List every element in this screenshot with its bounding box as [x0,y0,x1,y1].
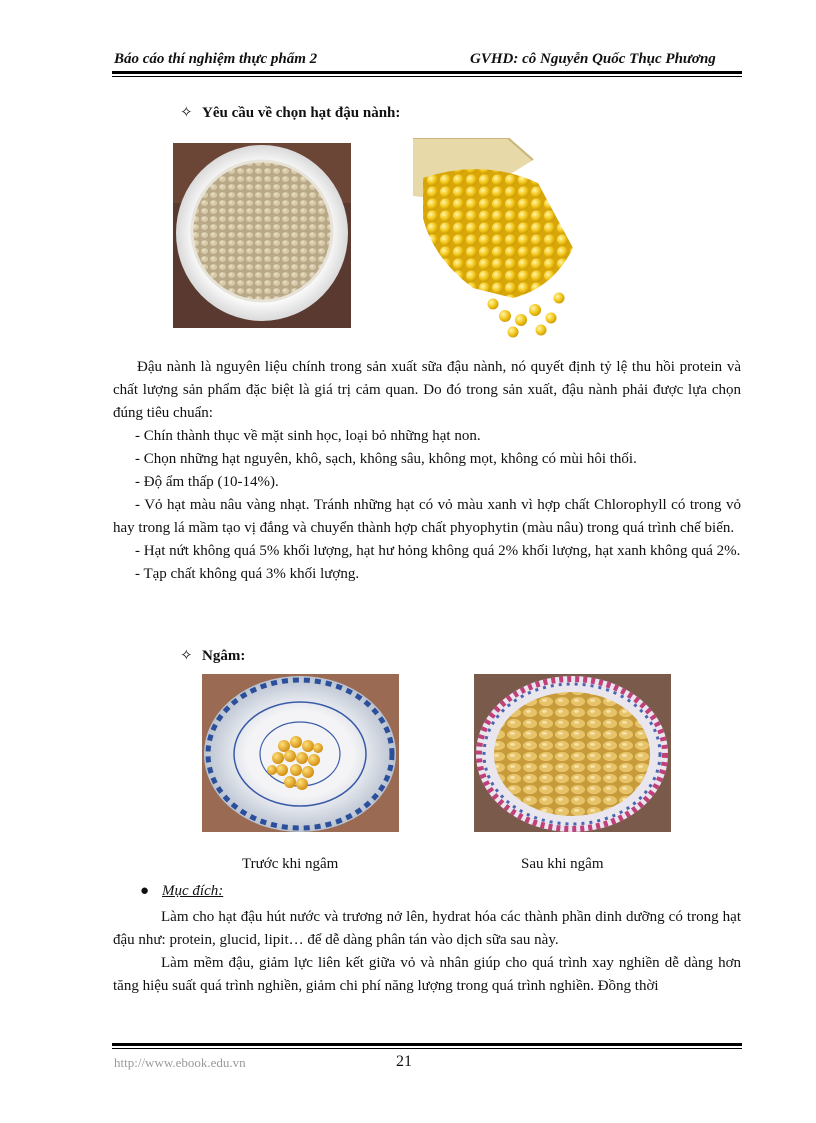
footer-url: http://www.ebook.edu.vn [114,1055,246,1070]
section-title: Yêu cầu về chọn hạt đậu nành: [202,105,401,121]
photo-before-soaking [202,674,399,832]
purpose-body [113,906,741,998]
photo-yellow-soybeans-sack [413,138,576,345]
section-title: Ngâm: [202,648,246,664]
bullet-dot-icon: ● [140,883,150,899]
caption-after-soaking: Sau khi ngâm [521,856,604,872]
section-heading-soaking [180,646,245,665]
requirement-item: - Tạp chất không quá 3% khối lượng. [135,566,360,582]
header-rule-thick [112,71,742,74]
header-supervisor: GVHD: cô Nguyễn Quốc Thục Phương [470,51,716,67]
requirement-item: - Hạt nứt không quá 5% khối lượng, hạt hư hỏng không quá 2% khối lượng, hạt xanh không quá 2%. [135,543,741,559]
intro-paragraph: Đậu nành là nguyên liệu chính trong sản xuất sữa đậu nành, nó quyết định tỷ lệ thu hồi protein và chất lượng sản phẩm đặc biệt là giá trị cảm quan. Do đó trong sản xuất, đậu nành phải được lựa chọn đúng tiêu chuẩn: [113,359,741,421]
purpose-paragraph: Làm mềm đậu, giảm lực liên kết giữa vỏ và nhân giúp cho quá trình xay nghiền dễ dàng hơn tăng hiệu suất quá trình nghiền, giảm chi phí năng lượng trong quá trình nghiền. Đồng thời [113,955,741,994]
requirement-item: - Chín thành thục về mặt sinh học, loại bỏ những hạt non. [135,428,481,444]
photo-dry-soybeans-bowl [173,143,351,328]
diamond-outline-icon: ✧ [180,105,193,121]
requirement-item: - Vỏ hạt màu nâu vàng nhạt. Tránh những hạt có vỏ màu xanh vì hợp chất Chlorophyll có trong vỏ hay trong lá mầm tạo vị đắng và chuyển thành hợp chất phyophytin (màu nâu) trong quá trình chế biến. [113,497,741,536]
header-report-title: Báo cáo thí nghiệm thực phẩm 2 [114,51,318,67]
purpose-paragraph: Làm cho hạt đậu hút nước và trương nở lên, hydrat hóa các thành phần dinh dưỡng có trong hạt đậu như: protein, glucid, lipit… để dễ dàng phân tán vào dịch sữa sau này. [113,909,741,948]
caption-before-soaking: Trước khi ngâm [242,856,339,872]
purpose-label: Mục đích: [162,883,224,899]
section-heading-soybean-selection [180,103,400,122]
photo-after-soaking [474,674,671,832]
requirement-item: - Chọn những hạt nguyên, khô, sạch, không sâu, không mọt, không có mùi hôi thối. [135,451,637,467]
requirement-item: - Độ ẩm thấp (10-14%). [135,474,279,490]
page-number: 21 [396,1053,412,1070]
body-text-requirements [113,356,741,586]
diamond-outline-icon: ✧ [180,648,193,664]
header-rule-thin [112,76,742,77]
purpose-heading [140,883,223,900]
footer-rule-thin [112,1048,742,1049]
footer-rule-thick [112,1043,742,1046]
